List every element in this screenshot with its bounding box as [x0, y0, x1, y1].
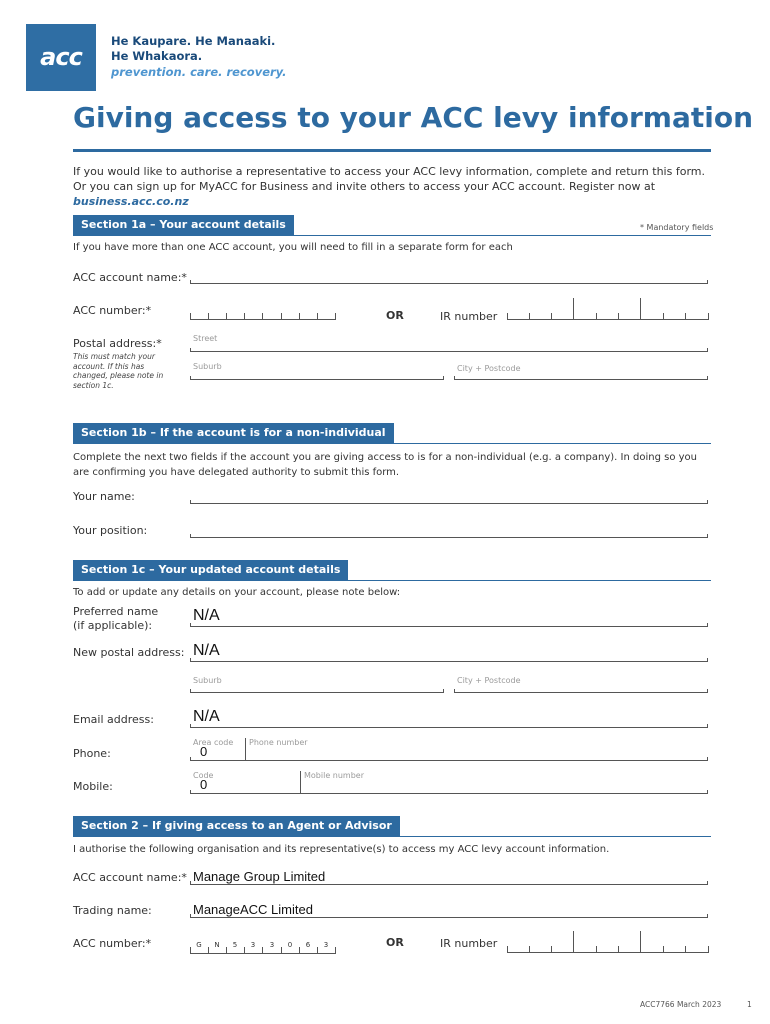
- acc-digit: 3: [323, 941, 329, 949]
- intro-paragraph: [73, 164, 713, 209]
- your-position-label: Your position:: [73, 524, 148, 537]
- mobile-number-hint: Mobile number: [304, 771, 365, 780]
- new-city-postcode-input[interactable]: [454, 679, 708, 693]
- section-1a-note: If you have more than one ACC account, you will need to fill in a separate form for each: [73, 242, 513, 253]
- email-value: N/A: [193, 708, 220, 725]
- trading-name-input[interactable]: [190, 902, 708, 918]
- agent-account-name-input[interactable]: [190, 869, 708, 885]
- phone-label: Phone:: [73, 747, 111, 760]
- section-2-rule: [73, 836, 711, 837]
- section-2-heading: Section 2 – If giving access to an Agent or Advisor: [73, 816, 400, 836]
- acc-number-input[interactable]: [190, 311, 336, 320]
- tagline-line-1: He Kaupare. He Manaaki.: [111, 34, 276, 48]
- agent-account-name-value: Manage Group Limited: [193, 869, 326, 884]
- area-code-hint: Area code: [193, 738, 234, 747]
- mobile-divider: [300, 771, 301, 794]
- ir-number-input[interactable]: [507, 297, 709, 320]
- preferred-name-input[interactable]: [190, 609, 708, 627]
- mobile-label: Mobile:: [73, 780, 113, 793]
- logo-text: acc: [40, 43, 82, 71]
- phone-number-hint: Phone number: [249, 738, 308, 747]
- acc-digit: 5: [232, 941, 238, 949]
- mobile-value: 0: [200, 777, 208, 792]
- agent-account-name-label: ACC account name:*: [73, 871, 187, 884]
- tagline-line-2: He Whakaora.: [111, 49, 203, 63]
- title-rule: [73, 149, 711, 152]
- section-2-note: I authorise the following organisation and its representative(s) to access my ACC levy account information.: [73, 844, 610, 855]
- new-suburb-hint: Suburb: [193, 676, 222, 685]
- suburb-input[interactable]: [190, 366, 444, 380]
- form-code: ACC7766 March 2023: [640, 1000, 722, 1009]
- phone-input[interactable]: [190, 745, 708, 761]
- agent-ir-number-label: IR number: [440, 937, 498, 950]
- email-input[interactable]: [190, 710, 708, 728]
- account-name-input[interactable]: [190, 270, 708, 284]
- city-hint: City + Postcode: [457, 364, 521, 373]
- new-postal-address-input[interactable]: [190, 644, 708, 662]
- trading-name-value: ManageACC Limited: [193, 902, 313, 917]
- register-link[interactable]: business.acc.co.nz: [73, 195, 189, 208]
- street-input[interactable]: [190, 338, 708, 352]
- new-postal-address-value: N/A: [193, 642, 220, 659]
- preferred-name-label-line-1: Preferred name: [73, 605, 159, 618]
- city-postcode-input[interactable]: [454, 366, 708, 380]
- agent-acc-number-input[interactable]: [190, 942, 336, 954]
- account-name-label: ACC account name:*: [73, 271, 187, 284]
- section-1c-note: To add or update any details on your account, please note below:: [73, 587, 401, 598]
- mobile-input[interactable]: [190, 778, 708, 794]
- intro-text: If you would like to authorise a representative to access your ACC levy information, complete and return this form. Or you can sign up for MyACC for Business and invite others to access your ACC account. Register now at: [73, 165, 705, 193]
- section-1b-rule: [73, 443, 711, 444]
- postal-address-note: This must match your account. If this has changed, please note in section 1c.: [73, 352, 164, 390]
- acc-digit: 3: [250, 941, 256, 949]
- acc-digit: 0: [287, 941, 293, 949]
- acc-digit: N: [214, 941, 220, 949]
- phone-value: 0: [200, 744, 208, 759]
- section-1a-heading: Section 1a – Your account details: [73, 215, 294, 235]
- preferred-name-value: N/A: [193, 607, 220, 624]
- your-name-input[interactable]: [190, 490, 708, 504]
- section-1c-rule: [73, 580, 711, 581]
- or-label: OR: [386, 309, 404, 322]
- new-postal-address-label: New postal address:: [73, 646, 185, 659]
- section-1a-rule: [73, 235, 711, 236]
- page-title: Giving access to your ACC levy information: [73, 101, 753, 134]
- section-1b-note: Complete the next two fields if the account you are giving access to is for a non-individual (e.g. a company). In doing so you are confirming you have delegated authority to submit this form.: [73, 452, 697, 478]
- page-number: 1: [747, 1000, 752, 1009]
- preferred-name-label: [73, 605, 158, 633]
- agent-ir-number-input[interactable]: [507, 930, 709, 953]
- suburb-hint: Suburb: [193, 362, 222, 371]
- ir-number-label: IR number: [440, 310, 498, 323]
- new-city-hint: City + Postcode: [457, 676, 521, 685]
- your-name-label: Your name:: [73, 490, 135, 503]
- tagline-line-3: prevention. care. recovery.: [111, 65, 287, 79]
- section-1c-heading: Section 1c – Your updated account details: [73, 560, 348, 580]
- acc-digit: G: [196, 941, 202, 949]
- phone-divider: [245, 738, 246, 761]
- postal-address-label: Postal address:*: [73, 337, 162, 350]
- agent-acc-number-label: ACC number:*: [73, 937, 152, 950]
- acc-digit: 6: [305, 941, 311, 949]
- preferred-name-label-line-2: (if applicable):: [73, 619, 153, 632]
- mandatory-note: * Mandatory fields: [640, 223, 714, 232]
- email-label: Email address:: [73, 713, 154, 726]
- acc-number-label: ACC number:*: [73, 304, 152, 317]
- your-position-input[interactable]: [190, 524, 708, 538]
- section-1b-heading: Section 1b – If the account is for a non-individual: [73, 423, 394, 443]
- trading-name-label: Trading name:: [73, 904, 152, 917]
- street-hint: Street: [193, 334, 218, 343]
- code-hint: Code: [193, 771, 214, 780]
- acc-digit: 3: [269, 941, 275, 949]
- acc-logo: [26, 24, 96, 91]
- agent-or-label: OR: [386, 936, 404, 949]
- new-suburb-input[interactable]: [190, 679, 444, 693]
